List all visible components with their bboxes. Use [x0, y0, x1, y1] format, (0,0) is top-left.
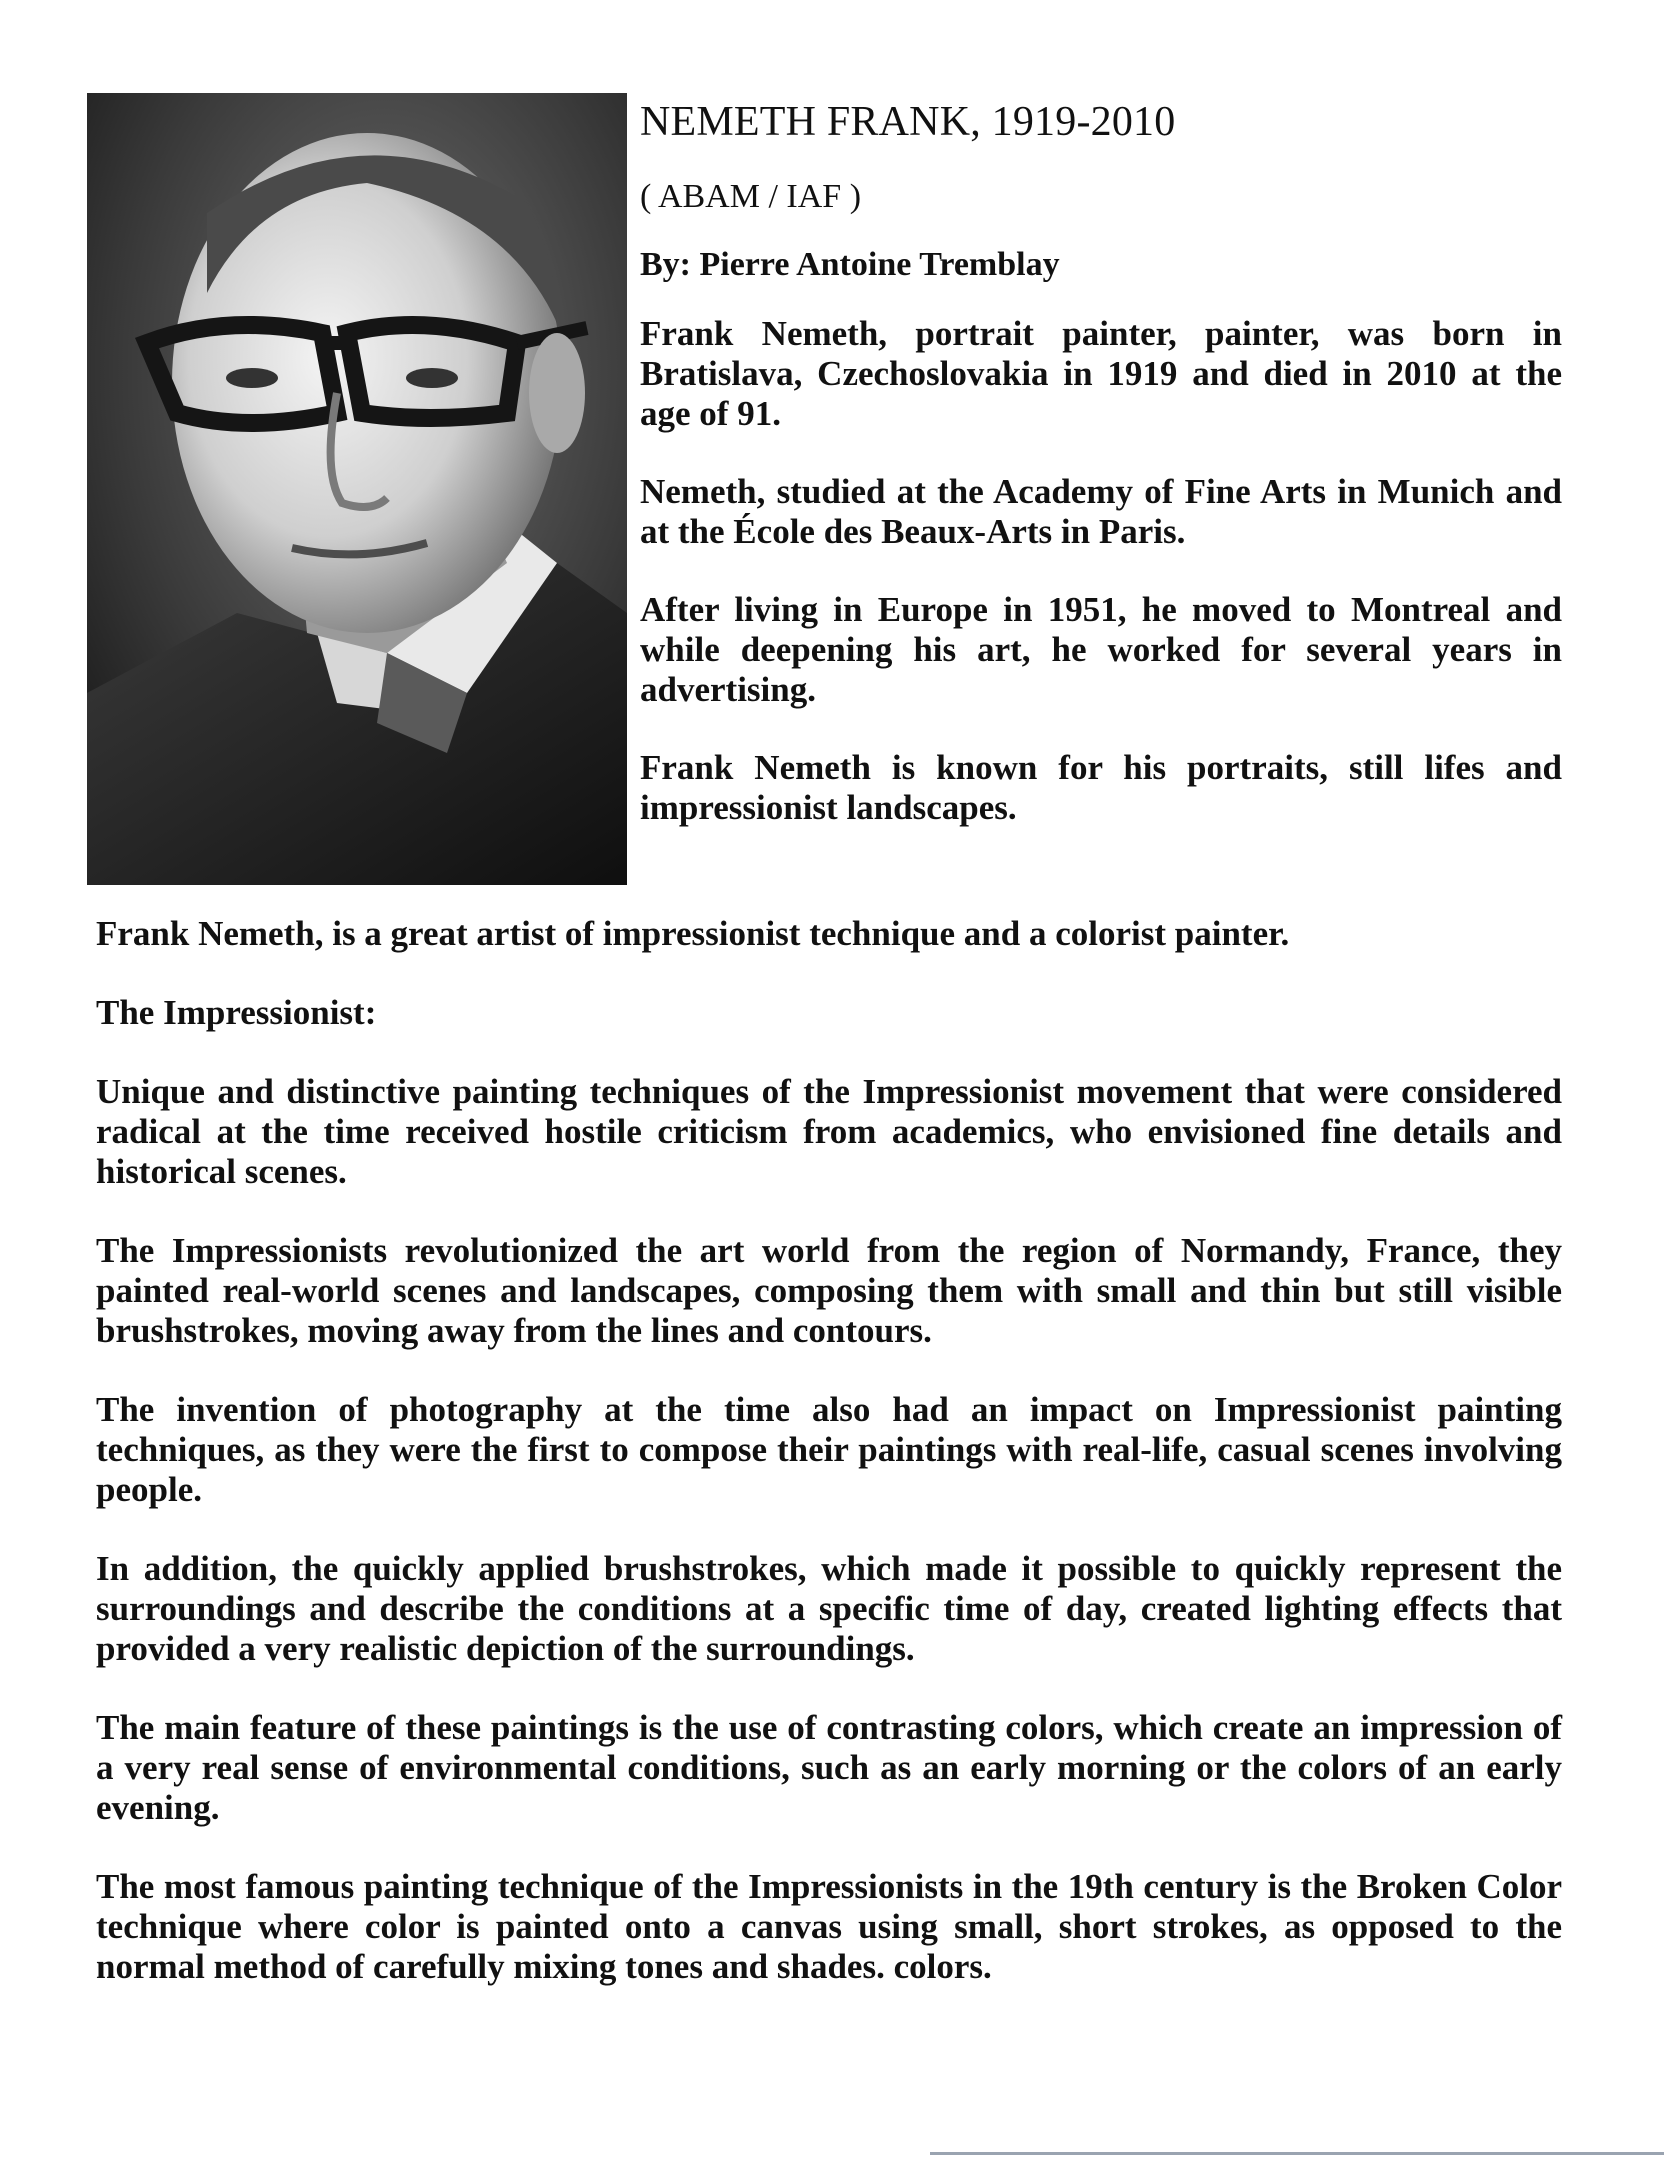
body-paragraph: Unique and distinctive painting techniques of the Impressionist movement that were considered radical at the time received hostile criticism from academics, who envisioned fine details and historical scenes.: [96, 1072, 1562, 1191]
portrait-image: [87, 93, 627, 885]
side-paragraph: After living in Europe in 1951, he moved to Montreal and while deepening his art, he worked for several years in advertising.: [640, 590, 1562, 709]
body-paragraph: The main feature of these paintings is the use of contrasting colors, which create an impression of a very real sense of environmental conditions, such as an early morning or the colors of an early evening.: [96, 1708, 1562, 1827]
body-paragraph: The invention of photography at the time also had an impact on Impressionist painting techniques, as they were the first to compose their paintings with real-life, casual scenes involving people.: [96, 1390, 1562, 1509]
bottom-divider: [930, 2152, 1664, 2155]
body-paragraph: The most famous painting technique of the Impressionists in the 19th century is the Broken Color technique where color is painted onto a canvas using small, short strokes, as opposed to the normal method of carefully mixing tones and shades. colors.: [96, 1867, 1562, 1986]
section-heading: The Impressionist:: [96, 993, 377, 1032]
body-paragraph: In addition, the quickly applied brushstrokes, which made it possible to quickly represent the surroundings and describe the conditions at a specific time of day, created lighting effects that provided a very realistic depiction of the surroundings.: [96, 1549, 1562, 1668]
side-paragraph: Nemeth, studied at the Academy of Fine Arts in Munich and at the École des Beaux-Arts in Paris.: [640, 472, 1562, 551]
side-paragraph: Frank Nemeth, portrait painter, painter, was born in Bratislava, Czechoslovakia in 1919 and died in 2010 at the age of 91.: [640, 314, 1562, 433]
page-title: NEMETH FRANK, 1919-2010: [640, 99, 1176, 145]
artist-portrait-photo: [87, 93, 627, 885]
body-paragraph: Frank Nemeth, is a great artist of impressionist technique and a colorist painter.: [96, 914, 1290, 953]
body-paragraph: The Impressionists revolutionized the art world from the region of Normandy, France, they painted real-world scenes and landscapes, composing them with small and thin but still visible brushstrokes, moving away from the lines and contours.: [96, 1231, 1562, 1350]
side-paragraph: Frank Nemeth is known for his portraits, still lifes and impressionist landscapes.: [640, 748, 1562, 827]
affiliation: ( ABAM / IAF ): [640, 178, 862, 215]
header-column: [640, 98, 1562, 866]
body-text: [96, 914, 1562, 2026]
byline: By: Pierre Antoine Tremblay: [640, 246, 1060, 283]
